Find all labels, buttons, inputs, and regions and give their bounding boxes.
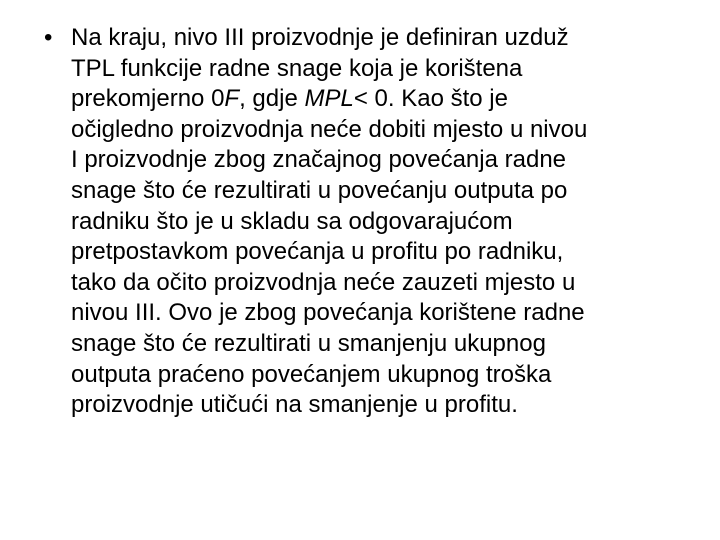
text-line: tako da očito proizvodnja neće zauzeti mjesto u [71, 268, 576, 296]
text-line: Na kraju, nivo III proizvodnje je definiran uzduž [71, 24, 569, 51]
italic-variable: F [224, 85, 240, 113]
text-line: nivou III. Ovo je zbog povećanja korištene radne [71, 299, 585, 327]
italic-variable: MPL [304, 85, 354, 113]
text-line: snage što će rezultirati u smanjenju ukupnog [71, 329, 546, 357]
text-line: snage što će rezultirati u povećanju outputa po [71, 176, 568, 204]
text-line: radniku što je u skladu sa odgovarajućom [71, 207, 513, 235]
text-line: očigledno proizvodnja neće dobiti mjesto u nivou [71, 115, 588, 143]
text-line: outputa praćeno povećanjem ukupnog troška [71, 360, 552, 388]
bullet-marker-icon: • [44, 24, 53, 51]
bullet-item [44, 23, 694, 421]
text-line: TPL funkcije radne snage koja je korištena [71, 54, 523, 82]
text-line: pretpostavkom povećanja u profitu po radniku, [71, 238, 564, 266]
bullet-paragraph [71, 23, 694, 421]
text-line: proizvodnje utičući na smanjenje u profitu. [71, 391, 518, 419]
text-line: I proizvodnje zbog značajnog povećanja radne [71, 146, 567, 174]
text-line: prekomjerno 0F, gdje MPL< 0. Kao što je [71, 85, 508, 113]
